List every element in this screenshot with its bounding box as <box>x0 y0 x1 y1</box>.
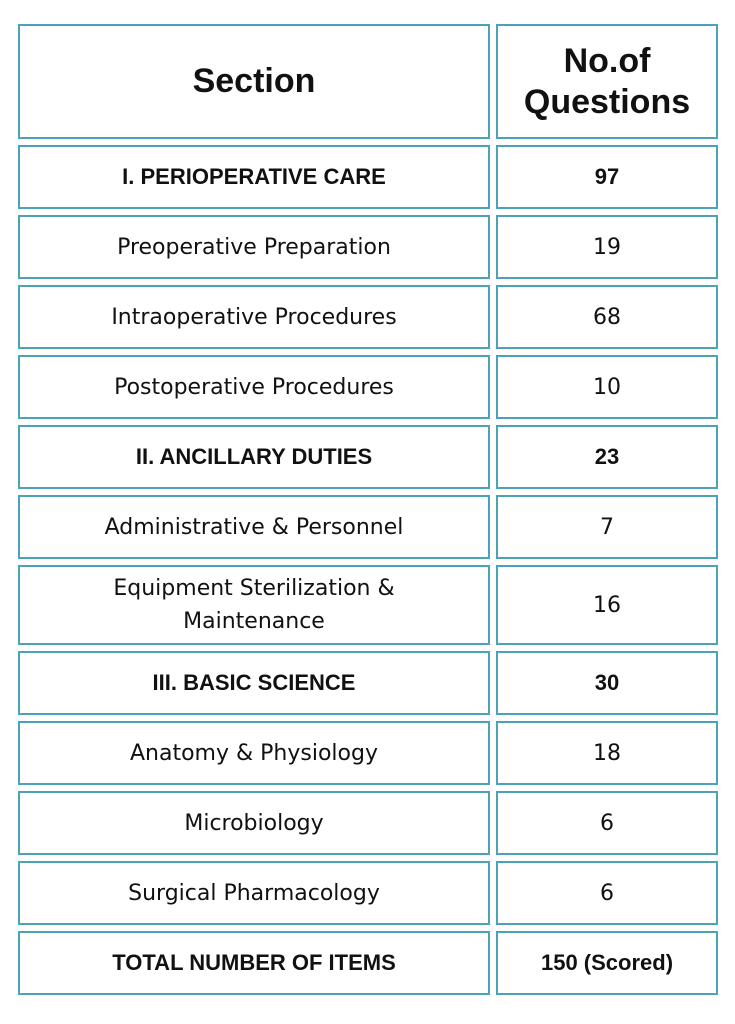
section-count: 30 <box>594 670 620 695</box>
subsection-count-cell <box>496 355 718 419</box>
subsection-row-equipment-sterilization <box>18 565 718 645</box>
subsection-count: 18 <box>593 740 621 766</box>
section-count: 23 <box>594 444 620 469</box>
subsection-label-cell <box>18 861 490 925</box>
section-row-basic-science <box>18 651 718 715</box>
subsection-row-surgical-pharmacology <box>18 861 718 925</box>
subsection-label: Microbiology <box>184 810 324 836</box>
section-row-ancillary-duties <box>18 425 718 489</box>
subsection-label: Intraoperative Procedures <box>111 304 397 330</box>
subsection-row-intraoperative-procedures <box>18 285 718 349</box>
total-count: 150 (Scored) <box>540 950 674 975</box>
subsection-label-cell <box>18 495 490 559</box>
subsection-label-cell <box>18 215 490 279</box>
subsection-count: 6 <box>600 880 614 906</box>
exam-content-table <box>18 24 718 1001</box>
subsection-count: 7 <box>600 514 614 540</box>
subsection-row-postoperative-procedures <box>18 355 718 419</box>
header-questions-label: No.of Questions <box>523 41 691 121</box>
total-count-cell <box>496 931 718 995</box>
section-count-cell <box>496 651 718 715</box>
subsection-count-cell <box>496 215 718 279</box>
section-count-cell <box>496 425 718 489</box>
subsection-count-cell <box>496 861 718 925</box>
section-label-cell <box>18 651 490 715</box>
subsection-row-microbiology <box>18 791 718 855</box>
subsection-count-cell <box>496 565 718 645</box>
subsection-count-cell <box>496 285 718 349</box>
subsection-count-cell <box>496 791 718 855</box>
table-header-row <box>18 24 718 139</box>
subsection-row-anatomy-physiology <box>18 721 718 785</box>
header-questions-cell <box>496 24 718 139</box>
subsection-count: 10 <box>593 374 621 400</box>
subsection-label-cell <box>18 721 490 785</box>
header-section-cell <box>18 24 490 139</box>
subsection-label-cell <box>18 285 490 349</box>
section-label: III. BASIC SCIENCE <box>152 670 356 695</box>
subsection-label: Preoperative Preparation <box>117 234 391 260</box>
section-row-perioperative-care <box>18 145 718 209</box>
subsection-label: Anatomy & Physiology <box>130 740 378 766</box>
section-count: 97 <box>594 164 620 189</box>
total-label-cell <box>18 931 490 995</box>
subsection-label: Equipment Sterilization & Maintenance <box>113 576 395 634</box>
subsection-row-preoperative-preparation <box>18 215 718 279</box>
subsection-label: Postoperative Procedures <box>114 374 394 400</box>
section-label: I. PERIOPERATIVE CARE <box>122 164 386 189</box>
subsection-count-cell <box>496 721 718 785</box>
subsection-count-cell <box>496 495 718 559</box>
subsection-count: 19 <box>593 234 621 260</box>
subsection-count: 6 <box>600 810 614 836</box>
section-label-cell <box>18 145 490 209</box>
subsection-label: Surgical Pharmacology <box>128 880 380 906</box>
subsection-count: 68 <box>593 304 621 330</box>
section-label-cell <box>18 425 490 489</box>
subsection-label: Administrative & Personnel <box>104 514 404 540</box>
subsection-count: 16 <box>593 592 621 618</box>
header-section-label: Section <box>192 62 316 101</box>
subsection-row-administrative-personnel <box>18 495 718 559</box>
total-row <box>18 931 718 995</box>
section-count-cell <box>496 145 718 209</box>
subsection-label-cell <box>18 791 490 855</box>
subsection-label-cell <box>18 355 490 419</box>
total-label: TOTAL NUMBER OF ITEMS <box>112 950 396 975</box>
section-label: II. ANCILLARY DUTIES <box>135 444 373 469</box>
subsection-label-cell <box>18 565 490 645</box>
